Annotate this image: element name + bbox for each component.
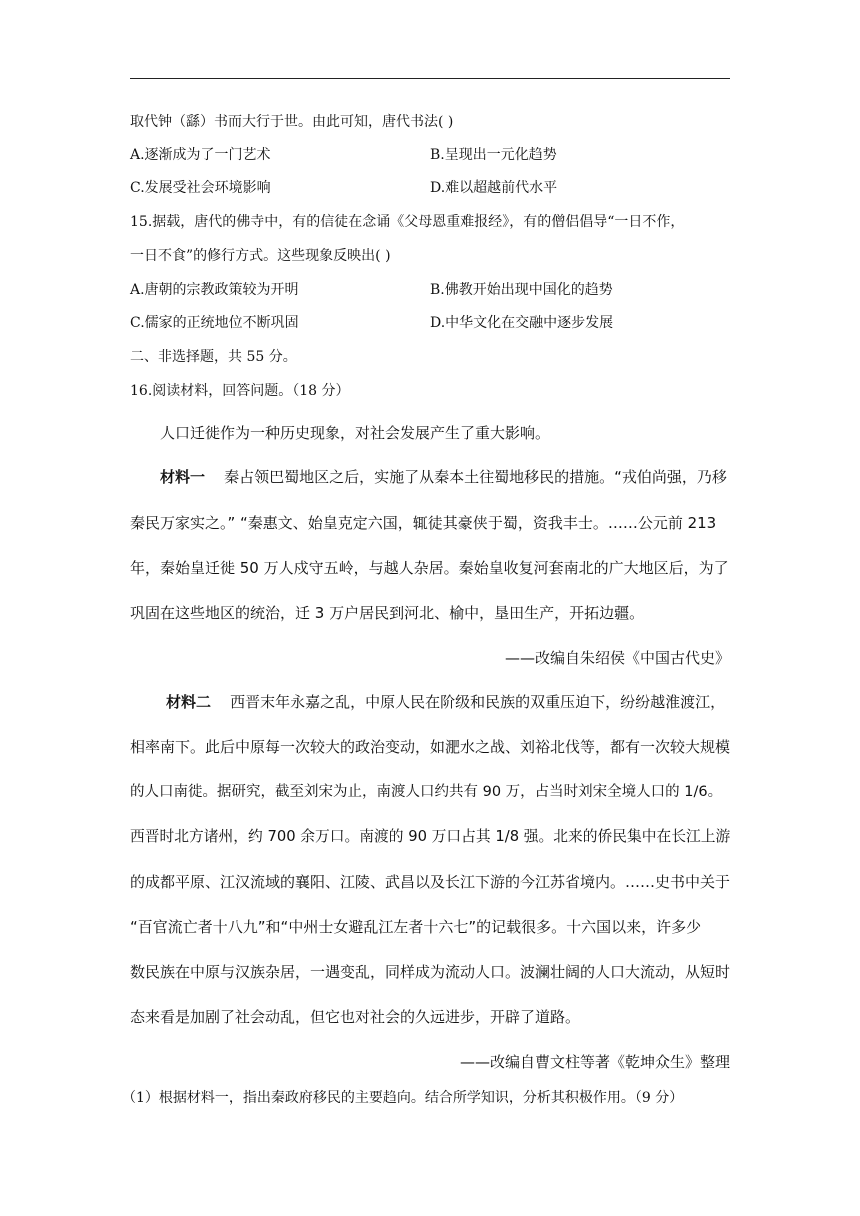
material1-line1 <box>130 466 730 488</box>
material1-label: 材料一 <box>160 468 206 486</box>
q14-option-b: B.呈现出一元化趋势 <box>430 147 557 163</box>
q15-option-a: A.唐朝的宗教政策较为开明 <box>130 282 299 298</box>
material2-line7: 数民族在中原与汉族杂居，一遇变乱，同样成为流动人口。波澜壮阔的人口大流动，从短时 <box>130 963 731 981</box>
material2-source: ——改编自曹文柱等著《乾坤众生》整理 <box>459 1053 730 1071</box>
q15-stem-line1: 15.据载，唐代的佛寺中，有的信徒在念诵《父母恩重难报经》，有的僧侣倡导“一日不作， <box>130 214 685 230</box>
q14-option-c: C.发展受社会环境影响 <box>130 180 271 196</box>
material2-line4: 西晋时北方诸州，约 700 余万口。南渡的 90 万口占其 1/8 强。北来的侨民集中在长江上游 <box>130 828 731 845</box>
q15-option-d: D.中华文化在交融中逐步发展 <box>430 315 614 331</box>
q14-stem: 取代钟（繇）书而大行于世。由此可知，唐代书法( ) <box>130 114 454 130</box>
q16-intro: 人口迁徙作为一种历史现象，对社会发展产生了重大影响。 <box>160 424 551 442</box>
material1-text-line1: 秦占领巴蜀地区之后，实施了从秦本土往蜀地移民的措施。“戎伯尚强，乃移 <box>224 468 727 486</box>
q16-title: 16.阅读材料，回答问题。（18 分） <box>130 383 350 399</box>
material2-line8: 态来看是加剧了社会动乱，但它也对社会的久远进步，开辟了道路。 <box>130 1008 581 1026</box>
q14-option-a: A.逐渐成为了一门艺术 <box>130 147 271 163</box>
q15-option-b: B.佛教开始出现中国化的趋势 <box>430 282 613 298</box>
section-heading: 二、非选择题，共 55 分。 <box>130 349 297 365</box>
header-rule <box>130 78 730 79</box>
material2-line1 <box>130 691 730 713</box>
material1-line3: 年，秦始皇迁徙 50 万人戍守五岭，与越人杂居。秦始皇收复河套南北的广大地区后，为了 <box>130 559 729 577</box>
q15-option-c: C.儒家的正统地位不断巩固 <box>130 315 299 331</box>
material1-line4: 巩固在这些地区的统治，迁 3 万户居民到河北、榆中，垦田生产，开拓边疆。 <box>130 604 645 622</box>
material1-source: ——改编自朱绍侯《中国古代史》 <box>504 649 730 667</box>
material2-line3: 的人口南徙。据研究，截至刘宋为止，南渡人口约共有 90 万，占当时刘宋全境人口的 1/6。 <box>130 784 723 800</box>
material2-label: 材料二 <box>166 693 212 711</box>
material2-line2: 相率南下。此后中原每一次较大的政治变动，如淝水之战、刘裕北伐等，都有一次较大规模 <box>130 738 731 756</box>
q16-sub1: （1）根据材料一，指出秦政府移民的主要趋向。结合所学知识，分析其积极作用。（9 分） <box>122 1090 684 1106</box>
q15-stem-line2: 一日不食”的修行方式。这些现象反映出( ) <box>130 248 391 264</box>
material2-text-line1: 西晋末年永嘉之乱，中原人民在阶级和民族的双重压迫下，纷纷越淮渡江， <box>230 693 726 711</box>
material2-line6: “百官流亡者十八九”和“中州士女避乱江左者十六七”的记载很多。十六国以来，许多少 <box>130 918 702 936</box>
q14-option-d: D.难以超越前代水平 <box>430 180 558 196</box>
material2-line5: 的成都平原、江汉流域的襄阳、江陵、武昌以及长江下游的今江苏省境内。……史书中关于 <box>130 873 731 891</box>
material1-line2: 秦民万家实之。” “秦惠文、始皇克定六国，辄徒其豪侠于蜀，资我丰士。……公元前 213 <box>130 514 717 532</box>
